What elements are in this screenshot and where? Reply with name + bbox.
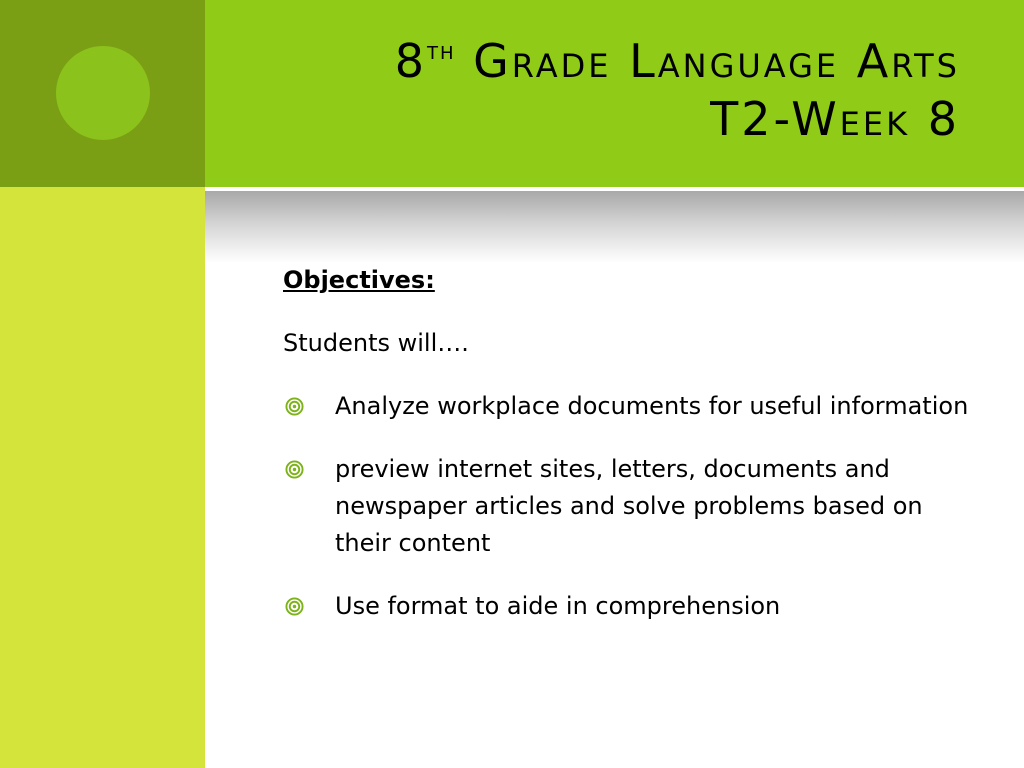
slide-title [220,22,960,148]
bullet-text: Analyze workplace documents for useful information [335,392,969,420]
left-bottom-panel [0,187,205,768]
bullet-target-icon [285,460,304,479]
title-number: 8 [394,34,427,88]
title-superscript: th [427,36,456,66]
gradient-band [205,191,1024,263]
list-item [283,388,973,425]
bullet-target-icon [285,397,304,416]
intro-text: Students will…. [283,329,469,357]
objectives-heading: Objectives: [283,266,435,294]
title-line-1 [220,22,960,90]
bullet-text: preview internet sites, letters, documents and newspaper articles and solve problems based on their content [335,455,923,557]
title-line-2: T2-Week 8 [710,92,960,146]
slide-content [283,262,973,651]
list-item [283,588,973,625]
title-rest: Grade Language Arts [473,34,960,88]
decorative-circle [56,46,150,140]
bullet-list [283,388,973,625]
bullet-text: Use format to aide in comprehension [335,592,781,620]
bullet-target-icon [285,597,304,616]
list-item [283,451,973,562]
